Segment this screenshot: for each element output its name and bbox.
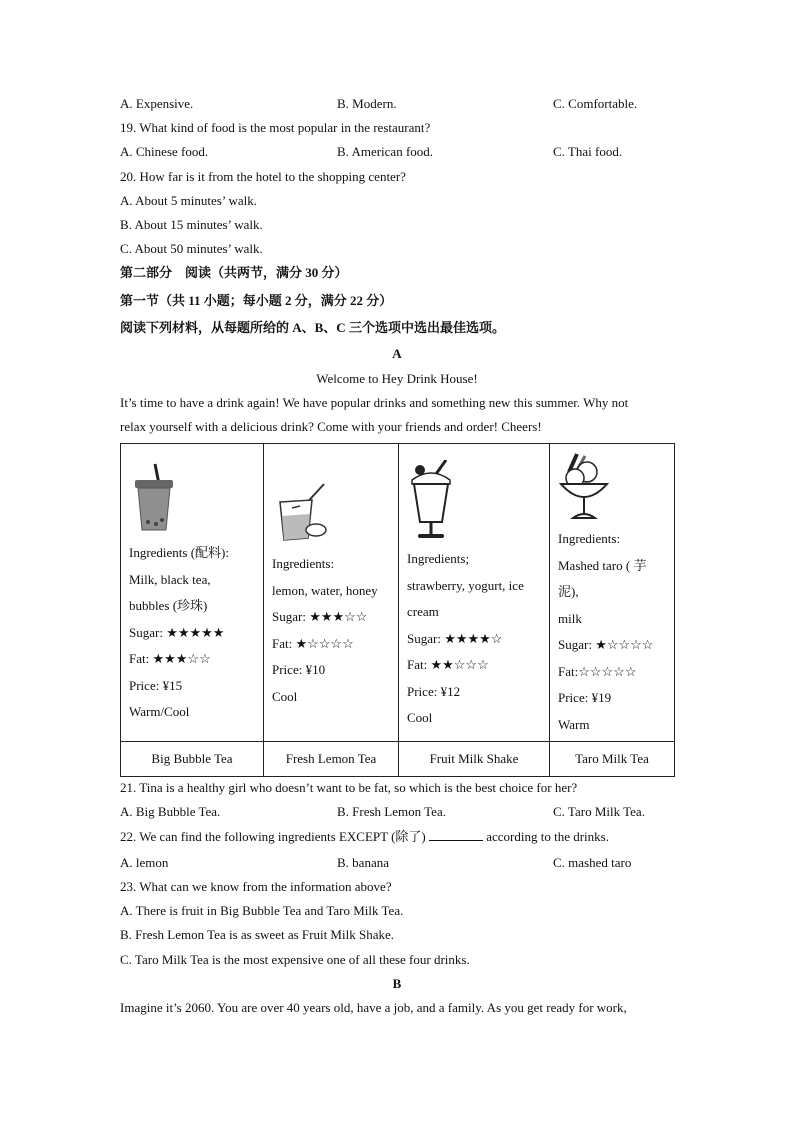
q19-option-c: C. Thai food. [553, 144, 623, 159]
q23-question: 23. What can we know from the information above? [120, 879, 392, 894]
q20-question: 20. How far is it from the hotel to the shopping center? [120, 169, 406, 184]
drink-price: Price: ¥12 [407, 683, 461, 699]
q22-answer-blank [429, 828, 483, 841]
q21-option-c: C. Taro Milk Tea. [553, 804, 645, 819]
q22-question [120, 828, 609, 846]
section-part2-heading: 第二部分 阅读（共两节，满分 30 分） [120, 265, 348, 280]
section-instruction: 阅读下列材料，从每题所给的 A、B、C 三个选项中选出最佳选项。 [120, 320, 505, 335]
drink-line: Ingredients; [407, 551, 470, 566]
drink-sugar: Sugar: ★★★☆☆ [272, 609, 368, 624]
q18-option-c: C. Comfortable. [553, 96, 638, 111]
drink-cell-taro-tea [550, 444, 675, 742]
q19-option-a: A. Chinese food. [120, 144, 209, 159]
q21-option-b: B. Fresh Lemon Tea. [337, 804, 446, 819]
drink-line: Ingredients (配料): [129, 545, 230, 560]
drink-fat: Fat: ★☆☆☆☆ [272, 635, 354, 651]
q22-option-a: A. lemon [120, 855, 169, 870]
drink-price: Price: ¥19 [558, 690, 612, 705]
drink-name-taro-tea: Taro Milk Tea [550, 742, 675, 777]
drink-temperature: Warm/Cool [129, 704, 190, 719]
milk-shake-icon [406, 460, 456, 542]
drinks-table [120, 443, 675, 777]
q21-option-a: A. Big Bubble Tea. [120, 804, 221, 819]
q21-question: 21. Tina is a healthy girl who doesn’t want to be fat, so which is the best choice for her? [120, 780, 578, 795]
drink-line: Mashed taro ( 芋 [558, 557, 647, 573]
passage-a-intro-line2: relax yourself with a delicious drink? Come with your friends and order! Cheers! [120, 419, 542, 434]
drink-line: cream [407, 604, 439, 619]
q19-option-b: B. American food. [337, 144, 434, 159]
drink-sugar: Sugar: ★★★★☆ [407, 630, 503, 646]
drink-price: Price: ¥10 [272, 662, 326, 677]
passage-a-intro-line1: It’s time to have a drink again! We have popular drinks and something new this summer. Why not [120, 395, 629, 410]
drink-cell-bubble-tea [121, 444, 264, 742]
bubble-tea-icon [129, 462, 179, 532]
taro-sundae-icon [557, 452, 611, 524]
drink-sugar: Sugar: ★★★★★ [129, 624, 225, 640]
q18-option-b: B. Modern. [337, 96, 397, 111]
q22-question-end: according to the drinks. [486, 829, 609, 844]
q20-option-b: B. About 15 minutes’ walk. [120, 217, 263, 232]
q19-question: 19. What kind of food is the most popular in the restaurant? [120, 120, 431, 135]
drink-name-milk-shake: Fruit Milk Shake [399, 742, 550, 777]
passage-b-letter: B [392, 976, 402, 991]
passage-a-letter: A [392, 346, 402, 361]
drink-temperature: Cool [272, 688, 298, 704]
drink-line: strawberry, yogurt, ice [407, 577, 524, 593]
passage-b-line1: Imagine it’s 2060. You are over 40 years old, have a job, and a family. As you get ready for work, [120, 1000, 627, 1015]
q23-option-a: A. There is fruit in Big Bubble Tea and Taro Milk Tea. [120, 903, 404, 918]
drink-fat: Fat:☆☆☆☆☆ [558, 663, 637, 679]
drink-name-bubble-tea: Big Bubble Tea [121, 742, 264, 777]
drink-fat: Fat: ★★★☆☆ [129, 651, 211, 666]
drink-line: bubbles (珍珠) [129, 598, 208, 613]
drink-line: milk [558, 610, 582, 626]
q23-option-c: C. Taro Milk Tea is the most expensive one of all these four drinks. [120, 952, 470, 967]
lemon-tea-icon [272, 480, 332, 546]
q22-option-b: B. banana [337, 855, 389, 870]
q23-option-b: B. Fresh Lemon Tea is as sweet as Fruit Milk Shake. [120, 927, 394, 942]
section-sub1-heading: 第一节（共 11 小题；每小题 2 分，满分 22 分） [120, 293, 393, 308]
drink-cell-milk-shake [399, 444, 550, 742]
drink-line: Ingredients: [558, 531, 621, 546]
drink-line: Ingredients: [272, 556, 335, 571]
q18-option-a: A. Expensive. [120, 96, 194, 111]
drink-line: 泥), [558, 584, 579, 599]
passage-a-title: Welcome to Hey Drink House! [316, 371, 478, 386]
drink-cell-lemon-tea [264, 444, 399, 742]
q22-question-start: 22. We can find the following ingredients EXCEPT (除了) [120, 829, 426, 844]
drink-line: Milk, black tea, [129, 571, 211, 587]
drink-temperature: Warm [558, 716, 590, 732]
drink-fat: Fat: ★★☆☆☆ [407, 657, 489, 672]
q22-option-c: C. mashed taro [553, 855, 632, 870]
drink-line: lemon, water, honey [272, 582, 378, 598]
drink-price: Price: ¥15 [129, 677, 183, 693]
q20-option-c: C. About 50 minutes’ walk. [120, 241, 263, 256]
drink-temperature: Cool [407, 710, 433, 725]
q20-option-a: A. About 5 minutes’ walk. [120, 193, 257, 208]
drink-name-lemon-tea: Fresh Lemon Tea [264, 742, 399, 777]
drink-sugar: Sugar: ★☆☆☆☆ [558, 637, 654, 652]
